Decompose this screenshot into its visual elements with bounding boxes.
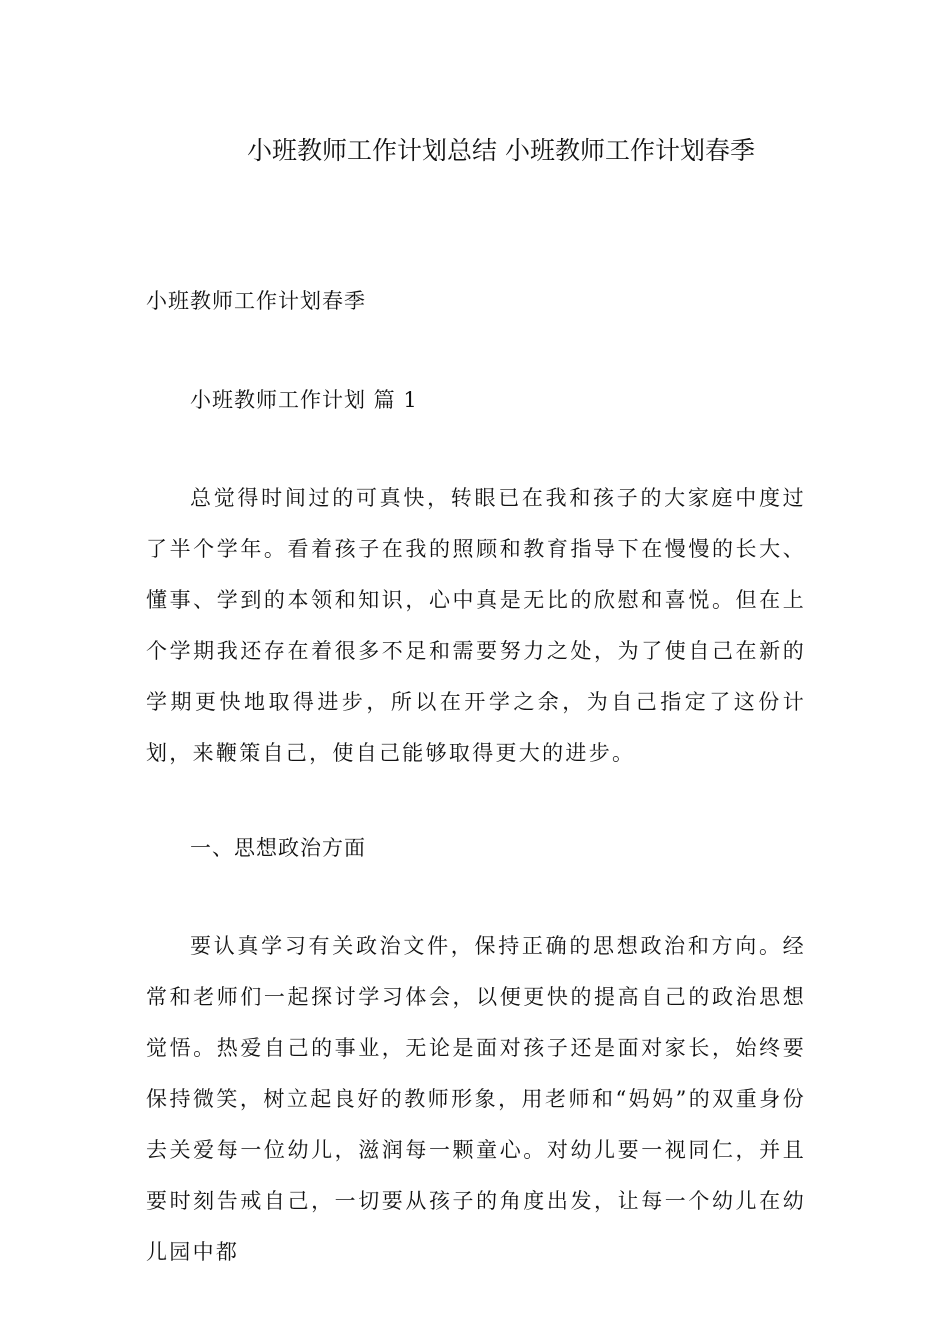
article-heading: 小班教师工作计划 篇 1 — [190, 388, 418, 412]
document-subtitle: 小班教师工作计划春季 — [146, 289, 366, 313]
section-heading-political: 一、思想政治方面 — [190, 836, 366, 860]
document-title: 小班教师工作计划总结 小班教师工作计划春季 — [247, 136, 755, 165]
paragraph-political: 要认真学习有关政治文件，保持正确的思想政治和方向。经常和老师们一起探讨学习体会，以便更快的提高自己的政治思想觉悟。热爱自己的事业，无论是面对孩子还是面对家长，始终要保持微笑，树立起良好的教师形象，用老师和“妈妈”的双重身份去关爱每一位幼儿，滋润每一颗童心。对幼儿要一视同仁，并且要时刻告戒自己，一切要从孩子的角度出发，让每一个幼儿在幼儿园中都 — [146, 934, 806, 1264]
paragraph-intro: 总觉得时间过的可真快，转眼已在我和孩子的大家庭中度过了半个学年。看着孩子在我的照顾和教育指导下在慢慢的长大、懂事、学到的本领和知识，心中真是无比的欣慰和喜悦。但在上个学期我还存在着很多不足和需要努力之处，为了使自己在新的学期更快地取得进步，所以在开学之余，为自己指定了这份计划，来鞭策自己，使自己能够取得更大的进步。 — [146, 486, 806, 765]
